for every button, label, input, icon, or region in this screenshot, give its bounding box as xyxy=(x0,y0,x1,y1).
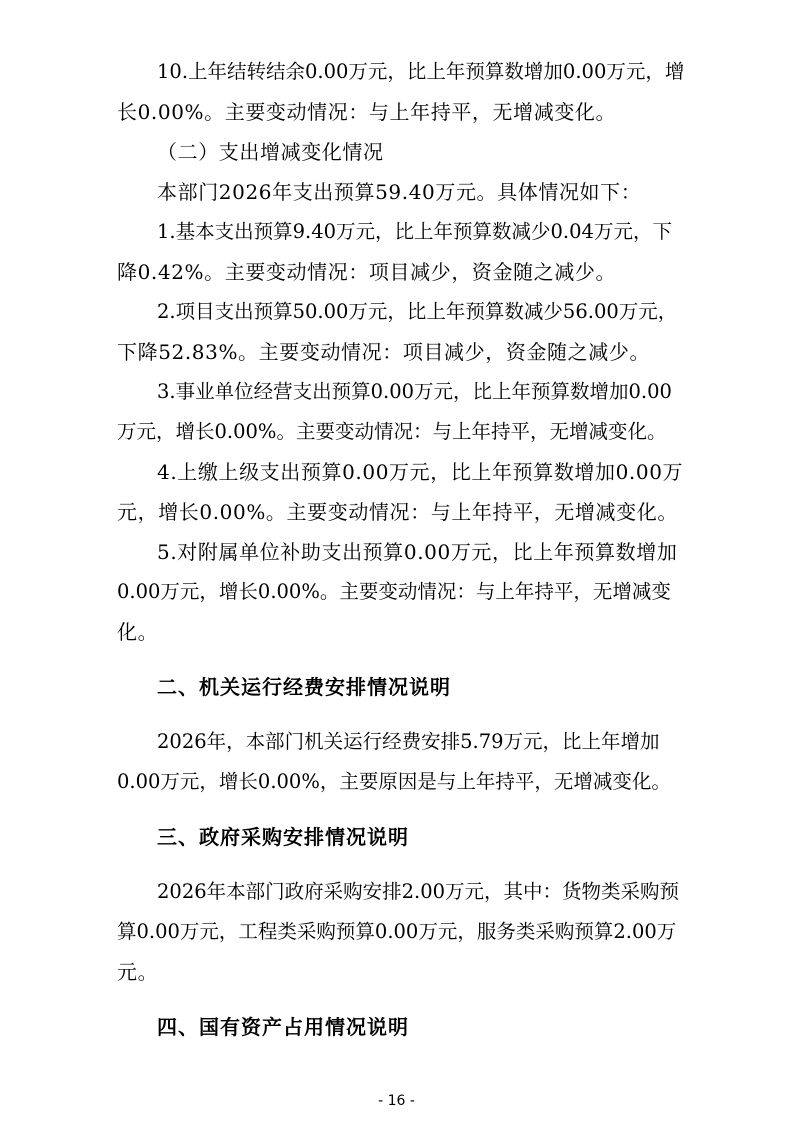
paragraph-line: 0.00万元，增长0.00%。主要变动情况：与上年持平，无增减变 xyxy=(117,580,671,603)
paragraph-line: 2026年本部门政府采购安排2.00万元，其中：货物类采购预 xyxy=(157,880,680,903)
section-heading-3: 三、政府采购安排情况说明 xyxy=(157,825,409,849)
paragraph-line: 4.上缴上级支出预算0.00万元，比上年预算数增加0.00万 xyxy=(157,460,684,484)
paragraph-line: 万元，增长0.00%。主要变动情况：与上年持平，无增减变化。 xyxy=(117,420,667,443)
paragraph-line: 1.基本支出预算9.40万元，比上年预算数减少0.04万元，下 xyxy=(157,220,672,243)
sub-heading: （二）支出增减变化情况 xyxy=(157,140,384,164)
section-heading-4: 四、国有资产占用情况说明 xyxy=(157,1015,409,1039)
paragraph-line: 降0.42%。主要变动情况：项目减少，资金随之减少。 xyxy=(117,260,617,284)
paragraph-line: 5.对附属单位补助支出预算0.00万元，比上年预算数增加 xyxy=(157,540,678,564)
paragraph-line: 本部门2026年支出预算59.40万元。具体情况如下： xyxy=(157,180,642,204)
paragraph-line: 10.上年结转结余0.00万元，比上年预算数增加0.00万元，增 xyxy=(157,60,685,83)
paragraph-line: 0.00万元，增长0.00%，主要原因是与上年持平，无增减变化。 xyxy=(117,770,671,793)
paragraph-line: 算0.00万元，工程类采购预算0.00万元，服务类采购预算2.00万 xyxy=(117,920,677,943)
section-heading-2: 二、机关运行经费安排情况说明 xyxy=(157,675,451,699)
paragraph-line: 2026年，本部门机关运行经费安排5.79万元，比上年增加 xyxy=(157,730,660,753)
paragraph-line: 化。 xyxy=(117,620,159,644)
paragraph-line: 元，增长0.00%。主要变动情况：与上年持平，无增减变化。 xyxy=(117,500,678,524)
paragraph-line: 2.项目支出预算50.00万元，比上年预算数减少56.00万元， xyxy=(157,300,678,323)
paragraph-line: 元。 xyxy=(117,960,159,984)
paragraph-line: 3.事业单位经营支出预算0.00万元，比上年预算数增加0.00 xyxy=(157,380,672,403)
paragraph-line: 下降52.83%。主要变动情况：项目减少，资金随之减少。 xyxy=(117,340,651,364)
paragraph-line: 长0.00%。主要变动情况：与上年持平，无增减变化。 xyxy=(117,100,617,124)
page-number: - 16 - xyxy=(378,1093,415,1109)
